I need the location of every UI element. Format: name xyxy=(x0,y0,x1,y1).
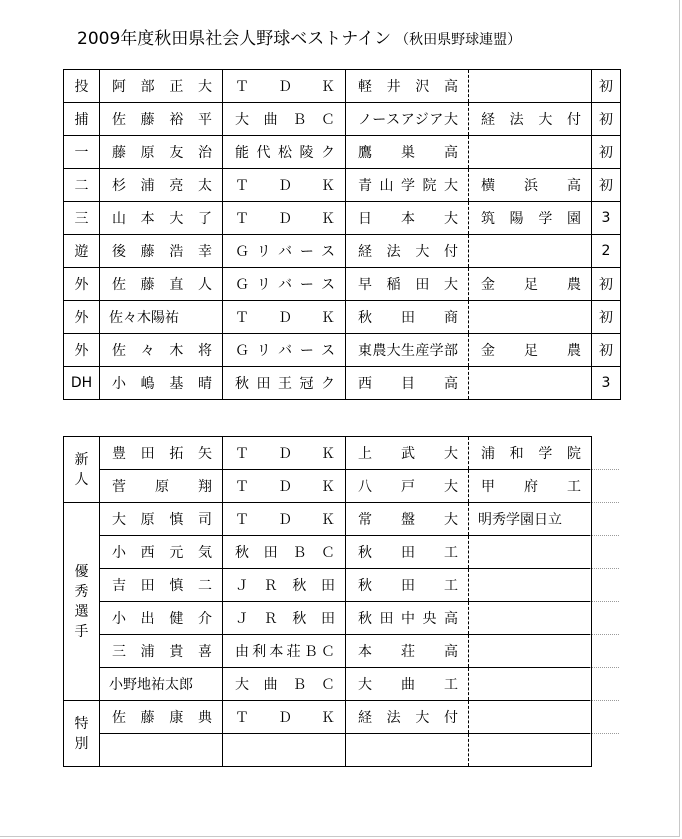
table-row xyxy=(64,202,621,235)
selection-count-cell: 初 xyxy=(592,268,621,301)
school1-cell: 秋田工 xyxy=(346,536,469,569)
school2-cell xyxy=(469,734,592,767)
table-row xyxy=(64,536,592,569)
awards-table xyxy=(63,436,592,767)
player-name-cell: 山本大了 xyxy=(100,202,223,235)
table-row xyxy=(64,334,621,367)
school2-cell xyxy=(469,569,592,602)
school1-cell: 鷹巣高 xyxy=(346,136,469,169)
school2-cell: 筑陽学園 xyxy=(469,202,592,235)
award-category-char: 別 xyxy=(74,735,89,752)
school1-cell: 秋田工 xyxy=(346,569,469,602)
player-name-cell: 阿部正大 xyxy=(100,70,223,103)
player-name-cell: 大原慎司 xyxy=(100,503,223,536)
selection-count-cell: 3 xyxy=(592,367,621,400)
table-row xyxy=(64,367,621,400)
table-row xyxy=(64,437,592,470)
school2-cell: 浦和学院 xyxy=(469,437,592,470)
team-cell: ＪＲ秋田 xyxy=(223,602,346,635)
best-nine-table xyxy=(63,69,621,400)
school2-cell: 経法大付 xyxy=(469,103,592,136)
position-cell: DH xyxy=(64,367,100,400)
school1-cell: 早稲田大 xyxy=(346,268,469,301)
team-cell: Ｇリバース xyxy=(223,268,346,301)
position-cell: 一 xyxy=(64,136,100,169)
player-name-cell: 佐々木陽祐 xyxy=(100,301,223,334)
title-main: 2009年度秋田県社会人野球ベストナイン xyxy=(77,29,392,49)
row-extension-line xyxy=(590,700,619,701)
table-row xyxy=(64,569,592,602)
table-row xyxy=(64,470,592,503)
selection-count-cell: 初 xyxy=(592,301,621,334)
team-cell: ＴＤＫ xyxy=(223,202,346,235)
position-cell: 外 xyxy=(64,268,100,301)
table-row xyxy=(64,136,621,169)
row-extension-line xyxy=(590,601,619,602)
row-extension-line xyxy=(590,502,619,503)
school1-cell: 常盤大 xyxy=(346,503,469,536)
selection-count-cell: 初 xyxy=(592,334,621,367)
selection-count-cell: 3 xyxy=(592,202,621,235)
school1-cell: 軽井沢高 xyxy=(346,70,469,103)
school2-cell xyxy=(469,136,592,169)
school1-cell: 秋田中央高 xyxy=(346,602,469,635)
team-cell: 由利本荘ＢＣ xyxy=(223,635,346,668)
team-cell: 秋田王冠ク xyxy=(223,367,346,400)
player-name-cell xyxy=(100,734,223,767)
player-name-cell: 小嶋基晴 xyxy=(100,367,223,400)
team-cell: ＴＤＫ xyxy=(223,701,346,734)
table-row xyxy=(64,235,621,268)
selection-count-cell: 初 xyxy=(592,169,621,202)
school2-cell xyxy=(469,701,592,734)
award-category-char: 優 xyxy=(74,563,89,580)
position-cell: 遊 xyxy=(64,235,100,268)
player-name-cell: 佐藤直人 xyxy=(100,268,223,301)
table-row xyxy=(64,503,592,536)
award-category-char: 人 xyxy=(74,471,89,488)
school2-cell xyxy=(469,668,592,701)
school1-cell: 経法大付 xyxy=(346,701,469,734)
school1-cell: 西目高 xyxy=(346,367,469,400)
position-cell: 外 xyxy=(64,301,100,334)
school2-cell: 甲府工 xyxy=(469,470,592,503)
player-name-cell: 吉田慎二 xyxy=(100,569,223,602)
school2-cell xyxy=(469,635,592,668)
position-cell: 三 xyxy=(64,202,100,235)
row-extension-line xyxy=(590,634,619,635)
player-name-cell: 藤原友治 xyxy=(100,136,223,169)
row-extension-line xyxy=(590,733,619,734)
selection-count-cell: 初 xyxy=(592,103,621,136)
team-cell xyxy=(223,734,346,767)
position-cell: 投 xyxy=(64,70,100,103)
school2-cell xyxy=(469,301,592,334)
school2-cell xyxy=(469,70,592,103)
award-category-cell xyxy=(64,437,100,503)
selection-count-cell: 2 xyxy=(592,235,621,268)
school2-cell: 金足農 xyxy=(469,268,592,301)
player-name-cell: 三浦貴喜 xyxy=(100,635,223,668)
school1-cell: 上武大 xyxy=(346,437,469,470)
player-name-cell: 佐藤康典 xyxy=(100,701,223,734)
team-cell: ＴＤＫ xyxy=(223,437,346,470)
school1-cell: 秋田商 xyxy=(346,301,469,334)
awards-body xyxy=(64,437,592,767)
team-cell: ＴＤＫ xyxy=(223,470,346,503)
selection-count-cell: 初 xyxy=(592,70,621,103)
school1-cell: ノースアジア大 xyxy=(346,103,469,136)
team-cell: ＴＤＫ xyxy=(223,503,346,536)
award-category-char: 選 xyxy=(74,603,89,620)
player-name-cell: 佐藤裕平 xyxy=(100,103,223,136)
award-category-cell xyxy=(64,701,100,767)
school1-cell: 日本大 xyxy=(346,202,469,235)
school2-cell: 金足農 xyxy=(469,334,592,367)
player-name-cell: 小野地祐太郎 xyxy=(100,668,223,701)
row-extension-line xyxy=(590,568,619,569)
award-category-char: 新 xyxy=(74,451,89,468)
player-name-cell: 豊田拓矢 xyxy=(100,437,223,470)
player-name-cell: 杉浦亮太 xyxy=(100,169,223,202)
school2-cell: 明秀学園日立 xyxy=(469,503,592,536)
position-cell: 外 xyxy=(64,334,100,367)
award-category-char: 特 xyxy=(74,715,89,732)
table-row xyxy=(64,668,592,701)
position-cell: 二 xyxy=(64,169,100,202)
table-row xyxy=(64,635,592,668)
school1-cell: 東農大生産学部 xyxy=(346,334,469,367)
school2-cell xyxy=(469,367,592,400)
school1-cell: 経法大付 xyxy=(346,235,469,268)
team-cell: ＴＤＫ xyxy=(223,70,346,103)
position-cell: 捕 xyxy=(64,103,100,136)
player-name-cell: 佐々木将 xyxy=(100,334,223,367)
award-category-cell xyxy=(64,503,100,701)
table-row xyxy=(64,701,592,734)
title-sub: （秋田県野球連盟） xyxy=(395,32,522,48)
table-row xyxy=(64,268,621,301)
school2-cell: 横浜高 xyxy=(469,169,592,202)
row-extension-line xyxy=(590,469,619,470)
table-row xyxy=(64,734,592,767)
selection-count-cell: 初 xyxy=(592,136,621,169)
player-name-cell: 小西元気 xyxy=(100,536,223,569)
school1-cell: 青山学院大 xyxy=(346,169,469,202)
school1-cell: 八戸大 xyxy=(346,470,469,503)
award-category-char: 手 xyxy=(74,623,89,640)
table-row xyxy=(64,70,621,103)
team-cell: ＴＤＫ xyxy=(223,301,346,334)
team-cell: Ｇリバース xyxy=(223,334,346,367)
player-name-cell: 後藤浩幸 xyxy=(100,235,223,268)
team-cell: 秋田ＢＣ xyxy=(223,536,346,569)
team-cell: 大曲ＢＣ xyxy=(223,668,346,701)
table-row xyxy=(64,301,621,334)
school2-cell xyxy=(469,536,592,569)
school1-cell: 本荘高 xyxy=(346,635,469,668)
player-name-cell: 菅原翔 xyxy=(100,470,223,503)
school2-cell xyxy=(469,602,592,635)
school2-cell xyxy=(469,235,592,268)
row-extension-line xyxy=(590,667,619,668)
team-cell: 大曲ＢＣ xyxy=(223,103,346,136)
table-row xyxy=(64,103,621,136)
team-cell: ＴＤＫ xyxy=(223,169,346,202)
table-row xyxy=(64,602,592,635)
award-category-char: 秀 xyxy=(74,583,89,600)
school1-cell xyxy=(346,734,469,767)
table-row xyxy=(64,169,621,202)
team-cell: ＪＲ秋田 xyxy=(223,569,346,602)
player-name-cell: 小出健介 xyxy=(100,602,223,635)
row-extension-line xyxy=(590,535,619,536)
page-title xyxy=(77,24,521,49)
best-nine-body xyxy=(64,70,621,400)
team-cell: 能代松陵ク xyxy=(223,136,346,169)
team-cell: Ｇリバース xyxy=(223,235,346,268)
school1-cell: 大曲工 xyxy=(346,668,469,701)
